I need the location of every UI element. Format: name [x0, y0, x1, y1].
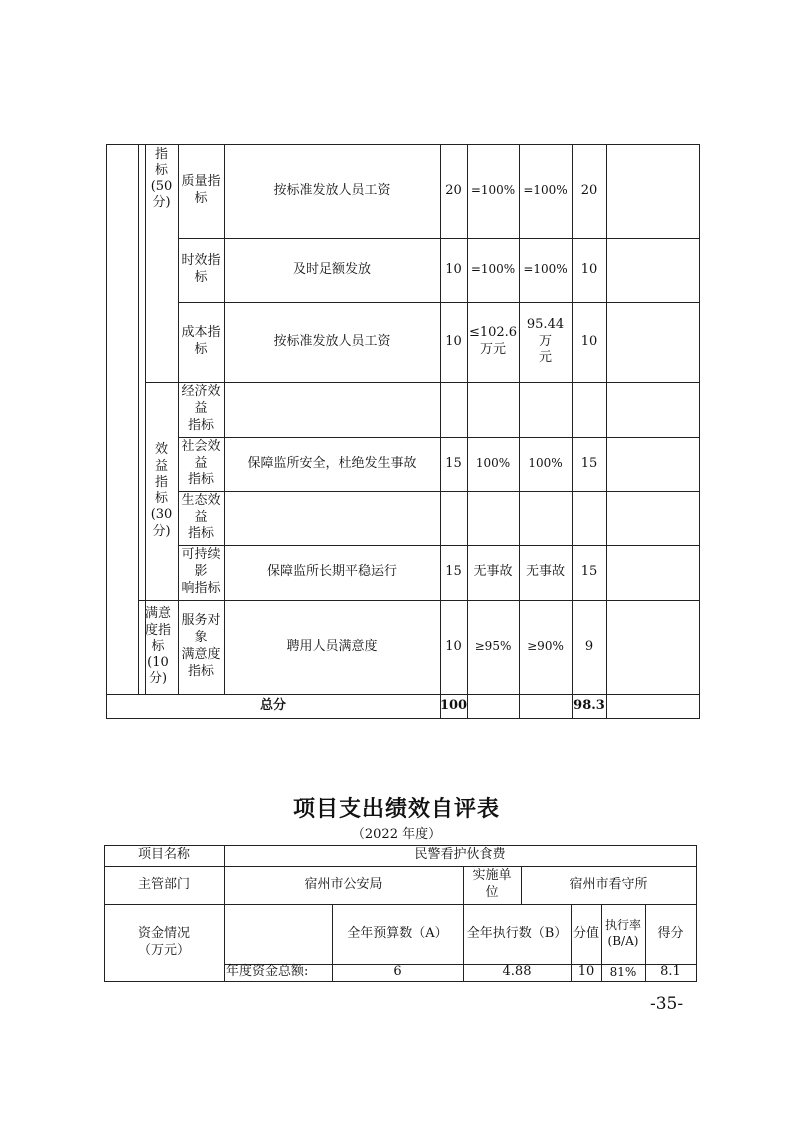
- description-cell: 按标准发放人员工资: [273, 333, 391, 349]
- got-cell: 20: [580, 182, 598, 198]
- unit-value: 宿州市看守所: [569, 876, 648, 892]
- unit-label: 实施单 位: [472, 868, 512, 900]
- subcategory-cell: 时效指 标: [181, 253, 221, 285]
- actual-cell: 无事故: [525, 564, 565, 580]
- page-number: -35-: [650, 994, 684, 1014]
- table-border: [106, 144, 107, 719]
- section-title: 项目支出绩效自评表: [292, 796, 500, 822]
- table-divider: [178, 491, 700, 492]
- target-cell: =100%: [470, 183, 516, 198]
- annual-budget-value: 6: [393, 964, 402, 980]
- target-cell: ≤102.6 万元: [468, 325, 518, 357]
- category-satisfaction-cell: 满意 度指 标 (10 分): [144, 606, 171, 687]
- dept-label: 主管部门: [137, 876, 190, 892]
- table-divider: [145, 382, 700, 383]
- subcategory-cell: 服务对 象 满意度 指标: [181, 613, 221, 679]
- col-rate-header: 执行率 (B/A): [604, 918, 641, 948]
- subcategory-cell: 社会效 益 指标: [181, 438, 221, 488]
- score-cell: 20: [445, 182, 462, 198]
- annual-score-value: 8.1: [660, 964, 681, 980]
- target-cell: 无事故: [473, 564, 513, 580]
- table-border: [104, 981, 697, 982]
- description-cell: 聘用人员满意度: [286, 638, 378, 654]
- target-cell: 100%: [475, 456, 511, 471]
- description-cell: 保障监所长期平稳运行: [266, 564, 397, 580]
- col-exec-header: 全年执行数（B）: [466, 925, 568, 941]
- total-score: 100: [439, 697, 468, 713]
- project-name-label: 项目名称: [137, 847, 190, 863]
- got-cell: 10: [580, 261, 598, 277]
- target-cell: ≥95%: [474, 639, 512, 654]
- score-cell: 15: [445, 564, 462, 580]
- col-budget-header: 全年预算数（A）: [347, 925, 448, 941]
- description-cell: 按标准发放人员工资: [273, 182, 391, 198]
- got-cell: 15: [580, 455, 598, 471]
- total-got: 98.3: [573, 697, 605, 713]
- subcategory-cell: 可持续 影 响指标: [181, 547, 221, 596]
- description-cell: 及时足额发放: [292, 261, 371, 277]
- annual-exec-value: 4.88: [502, 964, 532, 980]
- funds-label: 资金情况 （万元）: [137, 925, 190, 958]
- table-border: [699, 144, 700, 719]
- subcategory-cell: 经济效 益 指标: [181, 384, 221, 433]
- section-subtitle: （2022 年度）: [351, 827, 442, 842]
- subcategory-cell: 成本指 标: [181, 325, 221, 357]
- score-cell: 15: [445, 455, 462, 471]
- actual-cell: =100%: [523, 262, 568, 277]
- table-border: [106, 718, 700, 719]
- table-divider: [606, 144, 607, 719]
- annual-rate-value: 81%: [609, 964, 637, 979]
- col-points-header: 分值: [572, 925, 599, 941]
- got-cell: 10: [580, 333, 598, 349]
- actual-cell: 95.44 万 元: [526, 316, 565, 366]
- category-benefit-cell: 效 益 指 标 (30 分): [150, 442, 173, 539]
- score-cell: 10: [445, 333, 462, 349]
- category-output-cell: 指 标 (50 分): [150, 146, 173, 211]
- description-cell: 保障监所安全，杜绝发生事故: [247, 455, 417, 471]
- col-score-header: 得分: [657, 925, 684, 941]
- subcategory-cell: 质量指 标: [181, 174, 221, 206]
- project-name-value: 民警看护伙食费: [414, 847, 506, 863]
- actual-cell: ≥90%: [527, 639, 564, 654]
- got-cell: 15: [580, 564, 598, 580]
- annual-total-label: 年度资金总额:: [226, 964, 309, 980]
- target-cell: =100%: [470, 262, 516, 277]
- total-label: 总分: [259, 697, 286, 713]
- score-cell: 10: [445, 261, 462, 277]
- subcategory-cell: 生态效 益 指标: [181, 492, 221, 542]
- score-cell: 10: [445, 638, 462, 654]
- got-cell: 9: [584, 638, 594, 654]
- actual-cell: =100%: [523, 183, 568, 198]
- actual-cell: 100%: [528, 456, 563, 471]
- dept-value: 宿州市公安局: [304, 876, 383, 892]
- annual-points-value: 10: [577, 964, 595, 980]
